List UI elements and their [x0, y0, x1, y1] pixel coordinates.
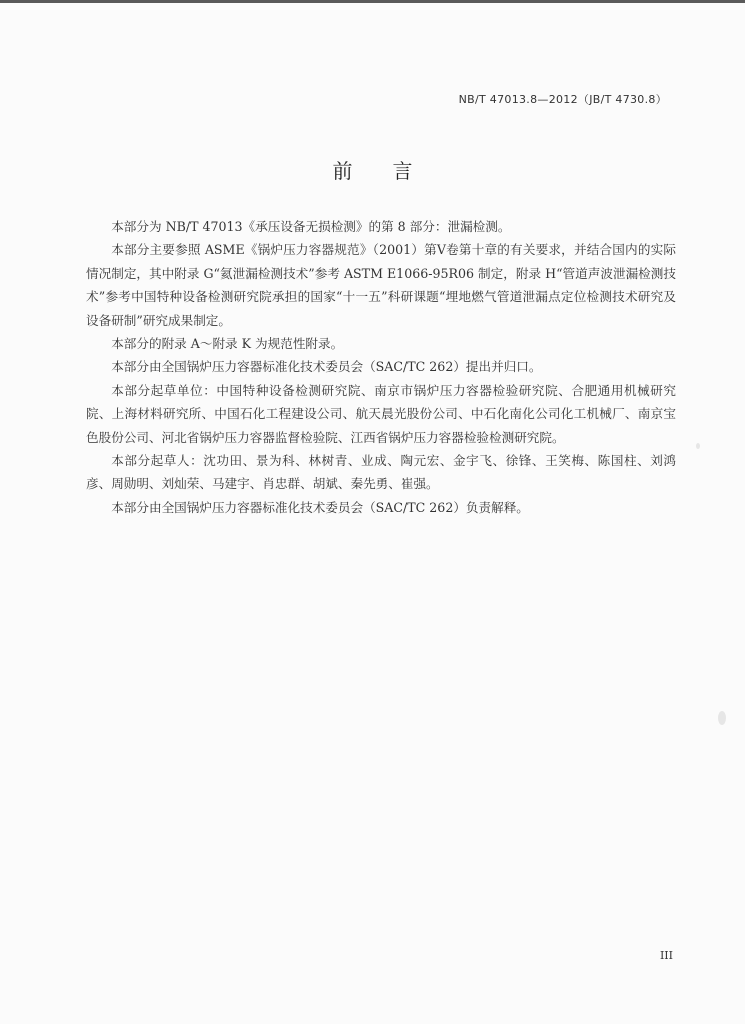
paragraph-scope: 本部分为 NB/T 47013《承压设备无损检测》的第 8 部分：泄漏检测。	[111, 219, 511, 234]
paragraph-references: 本部分主要参照 ASME《锅炉压力容器规范》（2001）第Ⅴ卷第十章的有关要求，并结合国内的实际情况制定，其中附录 G“氦泄漏检测技术”参考 ASTM E1066-95R06 制定，附录 H“管道声波泄漏检测技术”参考中国特种设备检测研究院承担的国家“十一五”科研课题“埋地燃气管道泄漏点定位检测技术研究及设备研制”研究成果制定。	[86, 242, 676, 328]
page-title: 前言	[332, 159, 453, 183]
scan-smudge	[696, 443, 700, 449]
paragraph-annexes: 本部分的附录 A～附录 K 为规范性附录。	[111, 336, 344, 352]
paragraph-drafters: 本部分起草人：沈功田、景为科、林树青、业成、陶元宏、金宇飞、徐锋、王笑梅、陈国柱、刘鸿彦、周勋明、刘灿荣、马建宇、肖忠群、胡斌、秦先勇、崔强。	[86, 453, 676, 492]
foreword-body	[86, 215, 676, 519]
paragraph-interpretation: 本部分由全国锅炉压力容器标准化技术委员会（SAC/TC 262）负责解释。	[111, 499, 529, 515]
paragraph-proposer: 本部分由全国锅炉压力容器标准化技术委员会（SAC/TC 262）提出并归口。	[111, 359, 542, 375]
page-number: III	[659, 949, 673, 962]
standard-code-header: NB/T 47013.8—2012（JB/T 4730.8）	[458, 93, 667, 106]
scan-smudge	[718, 711, 726, 725]
paragraph-drafting-units: 本部分起草单位：中国特种设备检测研究院、南京市锅炉压力容器检验研究院、合肥通用机械研究院、上海材料研究所、中国石化工程建设公司、航天晨光股份公司、中石化南化公司化工机械厂、南京宝色股份公司、河北省锅炉压力容器监督检验院、江西省锅炉压力容器检验检测研究院。	[86, 382, 676, 445]
